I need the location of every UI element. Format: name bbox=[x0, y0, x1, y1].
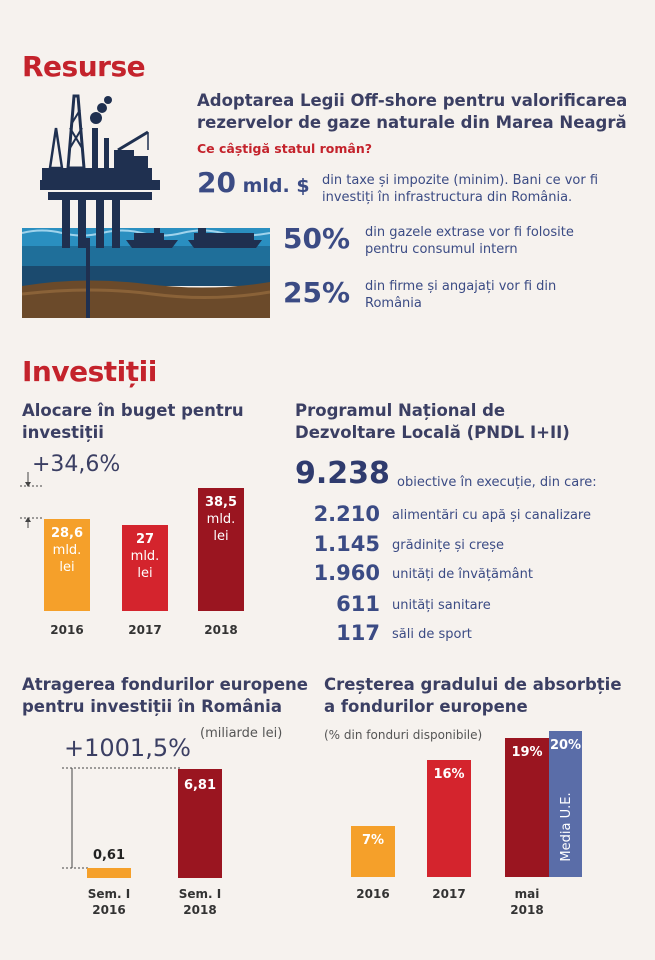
pndl-item-value: 1.145 bbox=[313, 532, 380, 556]
chart3-value-label: 7% bbox=[361, 832, 385, 848]
chart1-bar-label-line: 27 bbox=[135, 531, 155, 547]
chart1-bar-label bbox=[198, 494, 244, 545]
pndl-item-label: grădinițe și creșe bbox=[392, 538, 504, 553]
chart3-bar-0 bbox=[351, 826, 395, 877]
pndl-item-value: 117 bbox=[336, 621, 380, 645]
resurse-headline-line1: Adoptarea Legii Off-shore pentru valorificarea bbox=[197, 91, 628, 110]
chart2-tick-1 bbox=[164, 886, 236, 918]
chart3-bar-1 bbox=[427, 760, 471, 877]
chart2-bar-0 bbox=[87, 868, 131, 878]
chart1-bar-label-line: lei bbox=[213, 528, 229, 544]
pndl-item-label: unități sanitare bbox=[392, 598, 491, 613]
pndl-total: 9.238 bbox=[295, 456, 390, 491]
fact-50-text: din gazele extrase vor fi folosite pentru consumul intern bbox=[365, 225, 574, 257]
pndl-item-label: unități de învățământ bbox=[392, 567, 533, 582]
chart2-title: Atragerea fondurilor europene pentru investiții în România bbox=[22, 675, 308, 716]
chart1-title: Alocare în buget pentru investiții bbox=[22, 401, 244, 442]
chart3-tick-1 bbox=[413, 886, 485, 902]
fact-20-value: 20 mld. $ bbox=[197, 166, 310, 199]
chart1-bar-2017 bbox=[122, 525, 168, 611]
chart3-title: Creșterea gradului de absorbție a fondurilor europene bbox=[324, 675, 622, 716]
resurse-headline bbox=[197, 90, 627, 134]
chart2-annotation: +1001,5% bbox=[64, 734, 191, 762]
chart3-unit-label: (% din fonduri disponibile) bbox=[324, 728, 483, 742]
chart3-tick-line: 2016 bbox=[356, 887, 390, 901]
chart2-tick-0 bbox=[73, 886, 145, 918]
chart2-tick-line: Sem. I bbox=[178, 887, 222, 901]
chart3-value-label: 16% bbox=[433, 767, 465, 783]
chart1-bar-label bbox=[122, 531, 168, 582]
pndl-title: Programul Național de Dezvoltare Locală (PNDL I+II) bbox=[295, 401, 570, 442]
fact-20-text: din taxe și impozite (minim). Bani ce vor fi investiți în infrastructura din România. bbox=[322, 173, 599, 205]
chart3-tick-line: 2017 bbox=[432, 887, 466, 901]
chart3-reference-name-text: Media U.E. bbox=[558, 792, 573, 862]
chart3-reference-value-label: 20% bbox=[549, 738, 582, 753]
chart3-bar-2 bbox=[505, 738, 549, 877]
resurse-headline-line2: rezervelor de gaze naturale din Marea Neagră bbox=[197, 113, 627, 132]
chart3-tick-line: 2018 bbox=[510, 903, 544, 917]
chart1-bar-2018 bbox=[198, 488, 244, 611]
chart1-tick-2018: 2018 bbox=[204, 623, 238, 637]
fact-50-value: 50% bbox=[283, 222, 351, 255]
chart3-tick-2 bbox=[491, 886, 563, 918]
chart2-tick-line: 2018 bbox=[183, 903, 217, 917]
chart1-bar-label-line: mld. bbox=[130, 548, 160, 564]
chart1-bar-label-line: 28,6 bbox=[50, 526, 84, 542]
chart1-bar-2016 bbox=[44, 519, 90, 611]
chart1-bar-label-line: 38,5 bbox=[204, 494, 238, 510]
chart3-tick-0 bbox=[337, 886, 409, 902]
chart1-tick-2017: 2017 bbox=[128, 623, 162, 637]
chart1-bar-label-line: lei bbox=[59, 560, 75, 576]
chart2-tick-line: Sem. I bbox=[87, 887, 131, 901]
pndl-item-label: săli de sport bbox=[392, 627, 472, 642]
chart3-value-label: 19% bbox=[511, 745, 543, 761]
pndl-total-label: obiective în execuție, din care: bbox=[397, 475, 597, 490]
fact-25-value: 25% bbox=[283, 276, 351, 309]
pndl-item-value: 1.960 bbox=[313, 561, 380, 585]
chart3-tick-line: mai bbox=[514, 887, 540, 901]
pndl-item-value: 611 bbox=[336, 592, 380, 616]
chart2-bar-1 bbox=[178, 769, 222, 878]
section-title-investitii: Investiții bbox=[22, 355, 157, 388]
chart1-tick-2016: 2016 bbox=[50, 623, 84, 637]
chart2-tick-line: 2016 bbox=[92, 903, 126, 917]
pndl-item-value: 2.210 bbox=[313, 502, 380, 526]
chart1-bar-label-line: mld. bbox=[206, 511, 236, 527]
chart3-reference-bar bbox=[549, 731, 582, 877]
chart2-value-label: 0,61 bbox=[92, 848, 126, 863]
chart2-value-label: 6,81 bbox=[183, 778, 217, 794]
chart1-bar-label-line: lei bbox=[137, 565, 153, 581]
fact-25-text: din firme și angajați vor fi din România bbox=[365, 279, 557, 311]
pndl-item-label: alimentări cu apă și canalizare bbox=[392, 508, 591, 523]
chart1-bar-label bbox=[44, 525, 90, 576]
chart2-unit-label: (miliarde lei) bbox=[200, 726, 283, 741]
resurse-subtitle: Ce câștigă statul român? bbox=[197, 141, 373, 156]
chart1-bar-label-line: mld. bbox=[52, 543, 82, 559]
chart1-annotation: +34,6% bbox=[32, 452, 121, 477]
section-title-resurse: Resurse bbox=[22, 50, 146, 83]
